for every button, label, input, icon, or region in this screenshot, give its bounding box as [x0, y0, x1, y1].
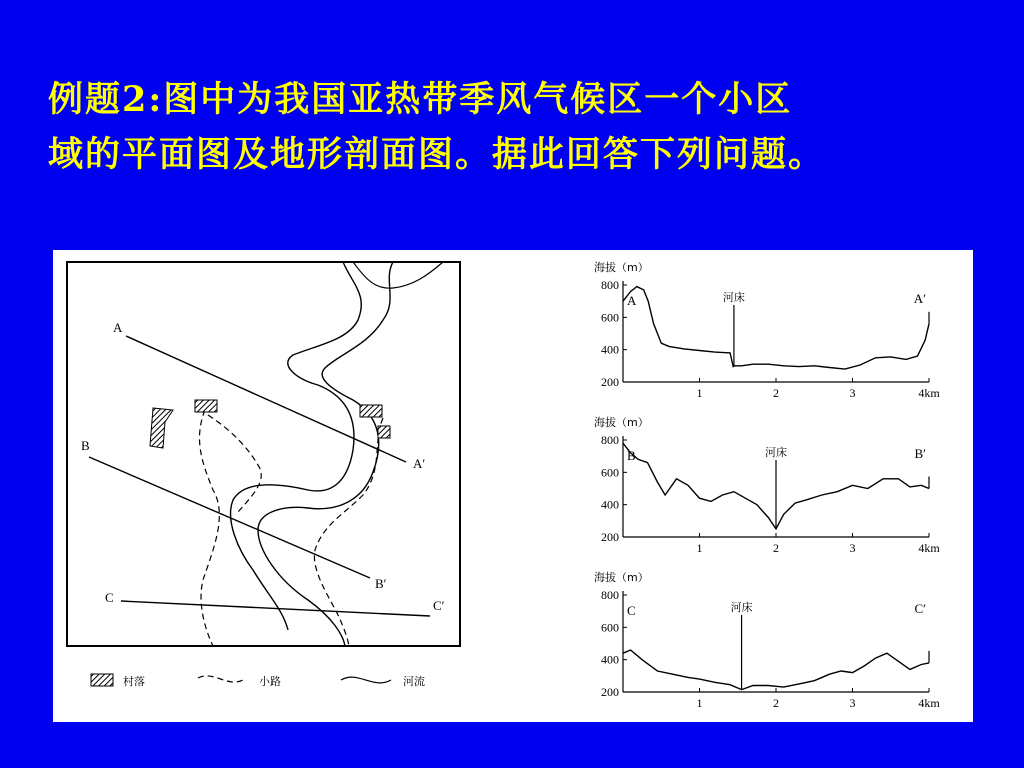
profile-3-x-tick-label-2: 2: [773, 696, 779, 710]
profile-3-x-tick-label-3: 3: [849, 696, 856, 710]
profile-1-x-tick-label-2: 2: [773, 386, 779, 400]
legend-village-label: 村落: [123, 675, 145, 688]
profile-1-x-tick-label-3: 3: [849, 386, 856, 400]
plan-map: [67, 262, 460, 688]
profile-3-end-label: C′: [914, 601, 926, 616]
profile-1-x-tick-label-4: 4km: [918, 386, 940, 400]
title-line-2: 域的平面图及地形剖面图。据此回答下列问题。: [48, 134, 826, 175]
profile-1-x-tick-label-1: 1: [696, 386, 703, 400]
village-1: [195, 400, 217, 412]
profile-2-x-tick-label-4: 4km: [918, 541, 940, 555]
village-4: [378, 426, 390, 438]
legend-path-label: 小路: [259, 675, 281, 688]
profile-1-y-tick-label-800: 800: [601, 278, 619, 292]
profile-2-riverbed-label: 河床: [765, 446, 787, 459]
section-line-BB: [89, 457, 370, 578]
profile-2-y-tick-label-400: 400: [601, 497, 619, 512]
profile-2-ylabel: 海拔（m）: [594, 416, 649, 429]
profile-3-ylabel: 海拔（m）: [594, 571, 649, 584]
profile-3-start-label: C: [627, 603, 636, 618]
profile-3-y-tick-label-800: 800: [601, 588, 619, 602]
profile-3-y-tick-label-400: 400: [601, 652, 619, 667]
profile-1-end-label: A′: [913, 291, 926, 306]
profile-2-start-label: B: [627, 448, 636, 463]
label-B: B: [81, 438, 90, 453]
label-C-end: C′: [433, 598, 445, 613]
slide-title: [48, 72, 1008, 182]
label-A-end: A′: [413, 456, 426, 471]
legend-path-swatch: [198, 676, 243, 682]
profile-2-x-tick-label-1: 1: [696, 541, 703, 555]
river-line-left: [231, 262, 362, 630]
profile-2-y-tick-label-200: 200: [601, 530, 619, 544]
profile-2-x-tick-label-2: 2: [773, 541, 779, 555]
legend-village-swatch: [91, 674, 113, 686]
profile-3-y-tick-label-200: 200: [601, 685, 619, 699]
path-line-1: [200, 410, 220, 646]
profile-1-start-label: A: [627, 293, 637, 308]
profile-2-y-tick-label-600: 600: [601, 465, 619, 480]
profile-2-end-label: B′: [914, 446, 926, 461]
profile-1-ylabel: 海拔（m）: [594, 261, 649, 274]
section-line-AA: [126, 336, 406, 462]
label-A: A: [113, 320, 123, 335]
village-3: [360, 405, 382, 417]
profile-1-riverbed-label: 河床: [722, 291, 745, 304]
profile-3-y-tick-label-600: 600: [601, 620, 619, 635]
profile-1-y-tick-label-600: 600: [601, 310, 619, 325]
profile-2-x-tick-label-3: 3: [849, 541, 856, 555]
coastline: [353, 262, 443, 288]
map-frame: [67, 262, 460, 646]
profile-1-y-tick-label-200: 200: [601, 375, 619, 389]
profile-3-x-tick-label-1: 1: [696, 696, 703, 710]
profile-3-riverbed-label: 河床: [730, 601, 753, 614]
profile-2-y-tick-label-800: 800: [601, 433, 619, 447]
village-2: [150, 408, 173, 448]
label-B-end: B′: [375, 576, 387, 591]
profile-3-x-tick-label-4: 4km: [918, 696, 940, 710]
profile-1-terrain-line: [623, 287, 929, 370]
figure-svg: [53, 250, 973, 722]
legend-river-swatch: [341, 677, 391, 683]
title-line-1: 例题2:图中为我国亚热带季风气候区一个小区: [48, 79, 793, 120]
river-line-right: [258, 262, 393, 646]
profile-1-y-tick-label-400: 400: [601, 342, 619, 357]
label-C: C: [105, 590, 114, 605]
profile-3-terrain-line: [623, 650, 929, 690]
legend-river-label: 河流: [403, 675, 425, 688]
profile-charts: [594, 260, 940, 710]
figure-panel: [53, 250, 973, 722]
